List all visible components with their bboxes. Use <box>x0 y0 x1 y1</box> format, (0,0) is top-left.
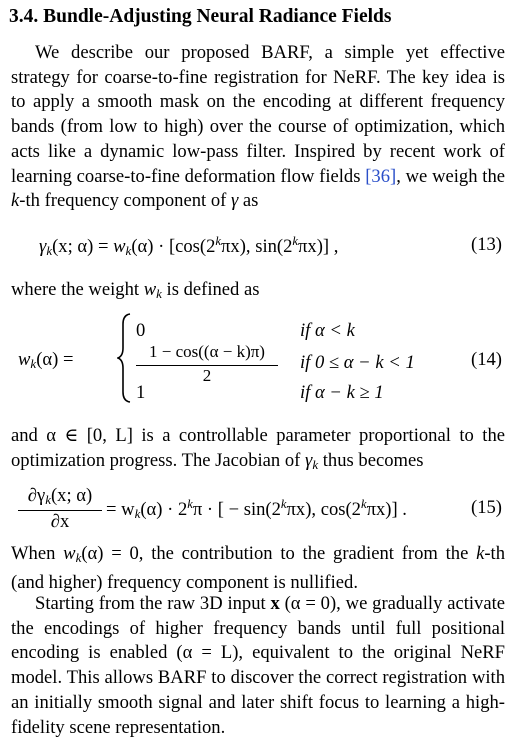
equation-13: $\gamma_k(x$; $\alpha) = w_k(\alpha) \cdot [\cos(2^k\pi x)$, sin(2$^k$πx)] , <box>39 234 339 258</box>
eq15-numerator: $\partial\gamma_k(x$; α) <box>27 485 93 507</box>
eq14-case3-condition: if α − k ≥ 1 <box>300 382 384 403</box>
eq15-rhs: = $w_k(\alpha) \cdot 2^k\pi$ · [ − $\sin(2^k\pi x)$, cos(2$^k$πx)] . <box>106 497 407 521</box>
eq14-case2-numerator: 1 − cos((α − k)π) <box>149 342 265 361</box>
eq14-case1-condition: if α < k <box>300 320 355 341</box>
equation-13-number: (13) <box>471 234 502 255</box>
para1-text-d: as <box>238 190 259 212</box>
citation-link[interactable]: [36] <box>365 165 397 187</box>
eq14-case2-condition: if 0 ≤ α − k < 1 <box>300 352 415 373</box>
eq15-denominator: ∂x <box>50 511 70 532</box>
equation-14-number: (14) <box>471 349 502 370</box>
para1-text-c: -th frequency component of <box>19 190 231 212</box>
equation-15-number: (15) <box>471 497 502 518</box>
eq14-lhs: $w_k(\alpha)$ = <box>18 349 74 371</box>
para1-text-b: , we weigh the <box>396 165 505 187</box>
para1-k: k <box>11 190 20 212</box>
section-heading: 3.4. Bundle-Adjusting Neural Radiance Fields <box>9 6 392 27</box>
paragraph-jacobian: and α ∈ [0, L] is a controllable parameter proportional to the optimization progress. The Jacobian of $\gamma_k$ thus becomes <box>11 425 505 472</box>
eq14-case1-value: 0 <box>136 320 146 341</box>
left-brace-icon <box>117 312 133 404</box>
eq14-case2-denominator: 2 <box>202 366 212 385</box>
para1-text-a: We describe our proposed BARF, a simple yet effective strategy for coarse-to-fine registration for NeRF. The key idea is to apply a smooth mask on the encoding at different frequency bands (from low to high) over the course of optimization, which acts like a dynamic low-pass filter. Inspired by recent work of learning coarse-to-fine deformation flow fields <box>11 42 505 187</box>
eq14-case3-value: 1 <box>136 382 146 403</box>
paragraph-intro <box>11 41 505 214</box>
paragraph-coarse-to-fine: Starting from the raw 3D input x (α = 0), we gradually activate the encodings of higher frequency bands until full positional encoding is enabled (α = L), equivalent to the original NeRF model. This allows BARF to discover the correct registration with an initially smooth signal and later shift focus to learning a high-fidelity scene representation. <box>11 593 505 738</box>
para1-gamma: γ <box>230 190 239 212</box>
paragraph-nullified: When $w_k(\alpha) = 0$, the contribution to the gradient from the k-th (and higher) frequency component is nullified. <box>11 543 506 593</box>
paragraph-weight-def: where the weight $w_k$ is defined as <box>11 279 260 301</box>
